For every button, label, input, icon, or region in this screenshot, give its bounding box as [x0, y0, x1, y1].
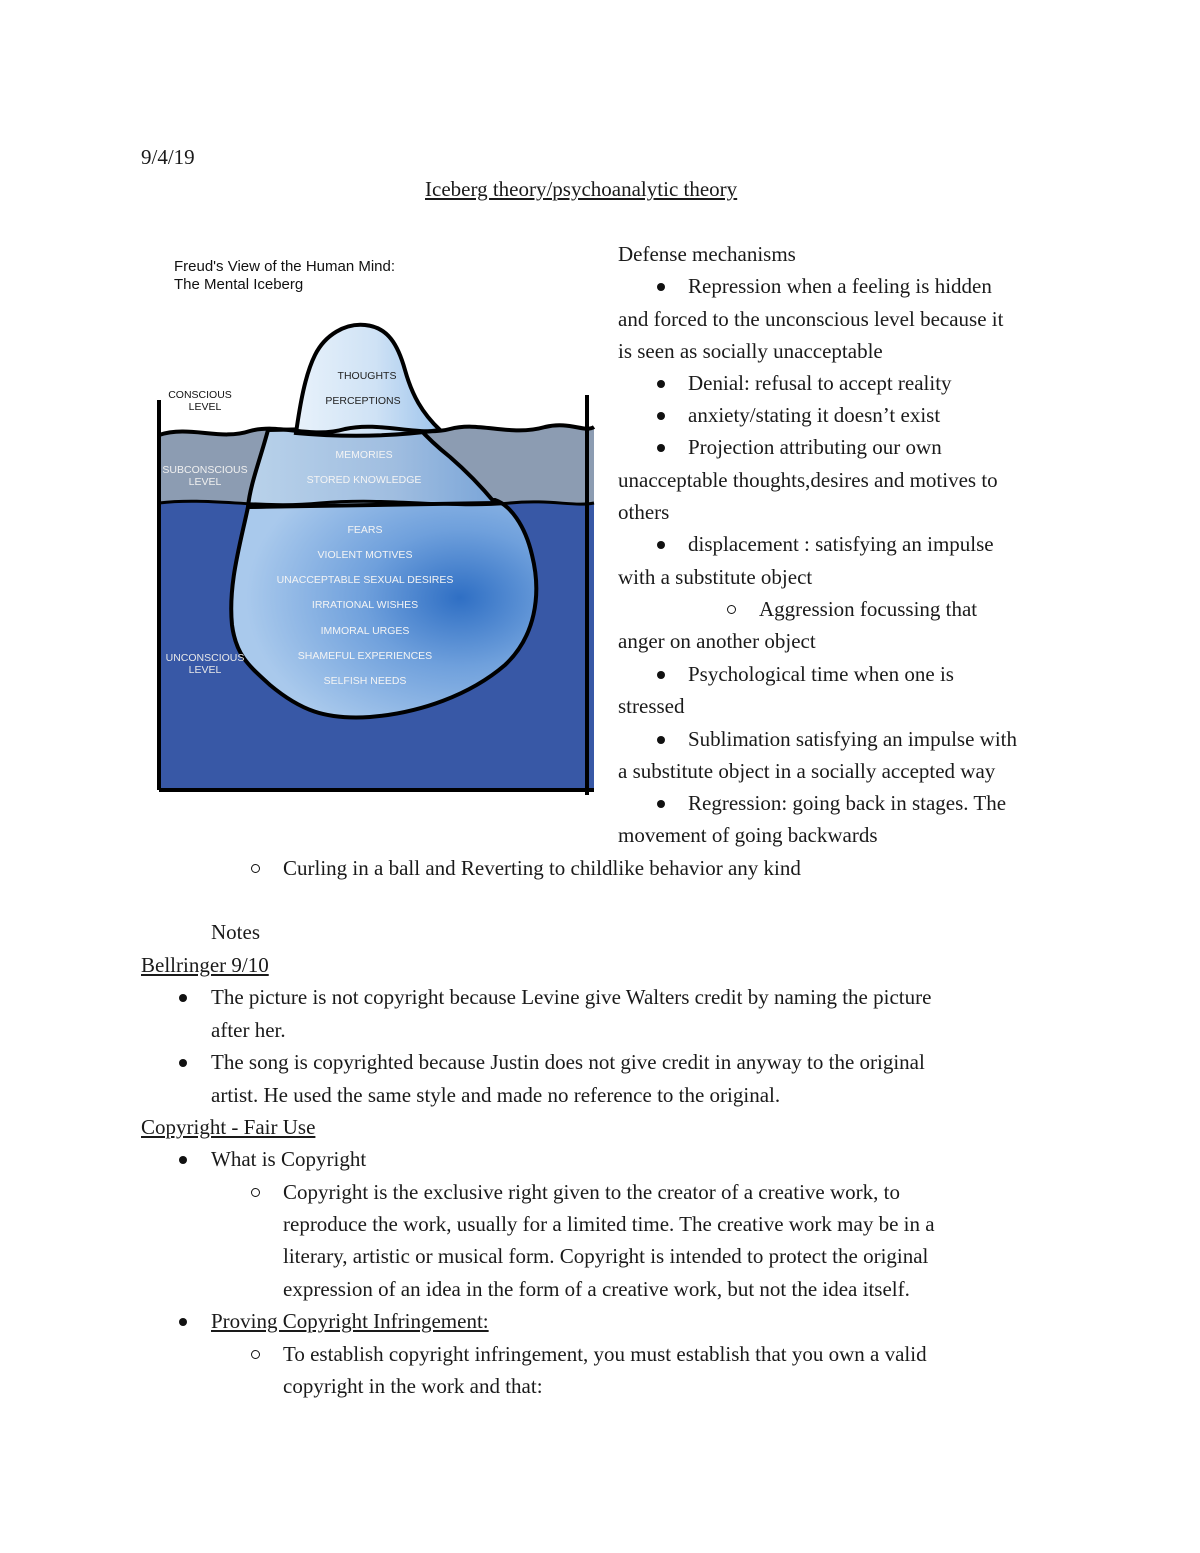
- iceberg-label-stored-knowledge: STORED KNOWLEDGE: [306, 474, 422, 486]
- iceberg-label-fears: FEARS: [347, 524, 383, 536]
- date: 9/4/19: [141, 145, 195, 169]
- bullet-icon: [657, 380, 665, 388]
- bullet-icon: [657, 541, 665, 549]
- iceberg-label-thoughts: THOUGHTS: [337, 370, 397, 382]
- defense-line: Aggression focussing that: [759, 597, 978, 621]
- defense-line: Repression when a feeling is hidden: [688, 274, 992, 298]
- defense-line: displacement : satisfying an impulse: [688, 532, 994, 556]
- sub-bullet-icon: [251, 1350, 260, 1359]
- subconscious-level-label-2: LEVEL: [188, 476, 222, 488]
- defense-line: a substitute object in a socially accepted way: [618, 759, 996, 783]
- iceberg-figure: [150, 245, 600, 805]
- defense-line: Curling in a ball and Reverting to childlike behavior any kind: [283, 856, 801, 880]
- sub-bullet-icon: [251, 1188, 260, 1197]
- defense-line: Denial: refusal to accept reality: [688, 371, 952, 395]
- figure-title-1: Freud's View of the Human Mind:: [174, 258, 396, 275]
- bellringer-heading: Bellringer 9/10: [141, 953, 269, 977]
- iceberg-label-memories: MEMORIES: [335, 449, 393, 461]
- bullet-icon: [657, 444, 665, 452]
- definition-line: expression of an idea in the form of a creative work, but not the idea itself.: [283, 1277, 910, 1301]
- figure-title-2: The Mental Iceberg: [174, 276, 304, 293]
- definition-line: Copyright is the exclusive right given to the creator of a creative work, to: [283, 1180, 900, 1204]
- bellringer-line: after her.: [211, 1018, 286, 1042]
- notes-label: Notes: [211, 920, 260, 944]
- defense-line: with a substitute object: [618, 565, 813, 589]
- defense-line: Psychological time when one is: [688, 662, 954, 686]
- page-title: Iceberg theory/psychoanalytic theory: [425, 177, 738, 201]
- unconscious-level-label-1: UNCONSCIOUS: [165, 652, 245, 664]
- sub-bullet-icon: [727, 605, 736, 614]
- subconscious-level-label-1: SUBCONSCIOUS: [162, 464, 248, 476]
- bullet-icon: [179, 1156, 187, 1164]
- bullet-icon: [657, 800, 665, 808]
- iceberg-label-unacceptable-desires: UNACCEPTABLE SEXUAL DESIRES: [276, 574, 454, 586]
- iceberg-label-selfish-needs: SELFISH NEEDS: [323, 675, 407, 687]
- defense-line: and forced to the unconscious level because it: [618, 307, 1004, 331]
- bullet-icon: [657, 736, 665, 744]
- defense-line: stressed: [618, 694, 685, 718]
- bullet-icon: [179, 994, 187, 1002]
- iceberg-diagram: [150, 245, 600, 805]
- iceberg-label-perceptions: PERCEPTIONS: [325, 395, 401, 407]
- iceberg-label-shameful-experiences: SHAMEFUL EXPERIENCES: [297, 650, 433, 662]
- unconscious-level-label-2: LEVEL: [188, 664, 222, 676]
- bullet-icon: [179, 1059, 187, 1067]
- bellringer-line: The song is copyrighted because Justin does not give credit in anyway to the original: [211, 1050, 925, 1074]
- iceberg-label-irrational-wishes: IRRATIONAL WISHES: [311, 599, 419, 611]
- iceberg-label-violent-motives: VIOLENT MOTIVES: [317, 549, 413, 561]
- copyright-heading: Copyright - Fair Use: [141, 1115, 316, 1139]
- defense-line: anger on another object: [618, 629, 816, 653]
- bellringer-line: artist. He used the same style and made no reference to the original.: [211, 1083, 781, 1107]
- defense-line: Projection attributing our own: [688, 435, 942, 459]
- conscious-level-label-2: LEVEL: [188, 401, 222, 413]
- defense-line: movement of going backwards: [618, 823, 878, 847]
- defense-line: anxiety/stating it doesn’t exist: [688, 403, 941, 427]
- conscious-level-label-1: CONSCIOUS: [168, 389, 232, 401]
- bellringer-line: The picture is not copyright because Levine give Walters credit by naming the picture: [211, 985, 932, 1009]
- defense-line: Regression: going back in stages. The: [688, 791, 1007, 815]
- bullet-icon: [657, 283, 665, 291]
- defense-line: Sublimation satisfying an impulse with: [688, 727, 1017, 751]
- establish-line: copyright in the work and that:: [283, 1374, 543, 1398]
- what-is-copyright: What is Copyright: [211, 1147, 367, 1171]
- bullet-icon: [657, 671, 665, 679]
- defense-line: others: [618, 500, 670, 524]
- bullet-icon: [657, 412, 665, 420]
- establish-line: To establish copyright infringement, you must establish that you own a valid: [283, 1342, 927, 1366]
- defense-heading: Defense mechanisms: [618, 242, 796, 266]
- defense-line: unacceptable thoughts,desires and motives to: [618, 468, 998, 492]
- iceberg-label-immoral-urges: IMMORAL URGES: [320, 625, 410, 637]
- definition-line: reproduce the work, usually for a limited time. The creative work may be in a: [283, 1212, 935, 1236]
- defense-line: is seen as socially unacceptable: [618, 339, 883, 363]
- bullet-icon: [179, 1318, 187, 1326]
- definition-line: literary, artistic or musical form. Copyright is intended to protect the original: [283, 1244, 929, 1268]
- sub-bullet-icon: [251, 864, 260, 873]
- proving-heading: Proving Copyright Infringement:: [211, 1309, 489, 1333]
